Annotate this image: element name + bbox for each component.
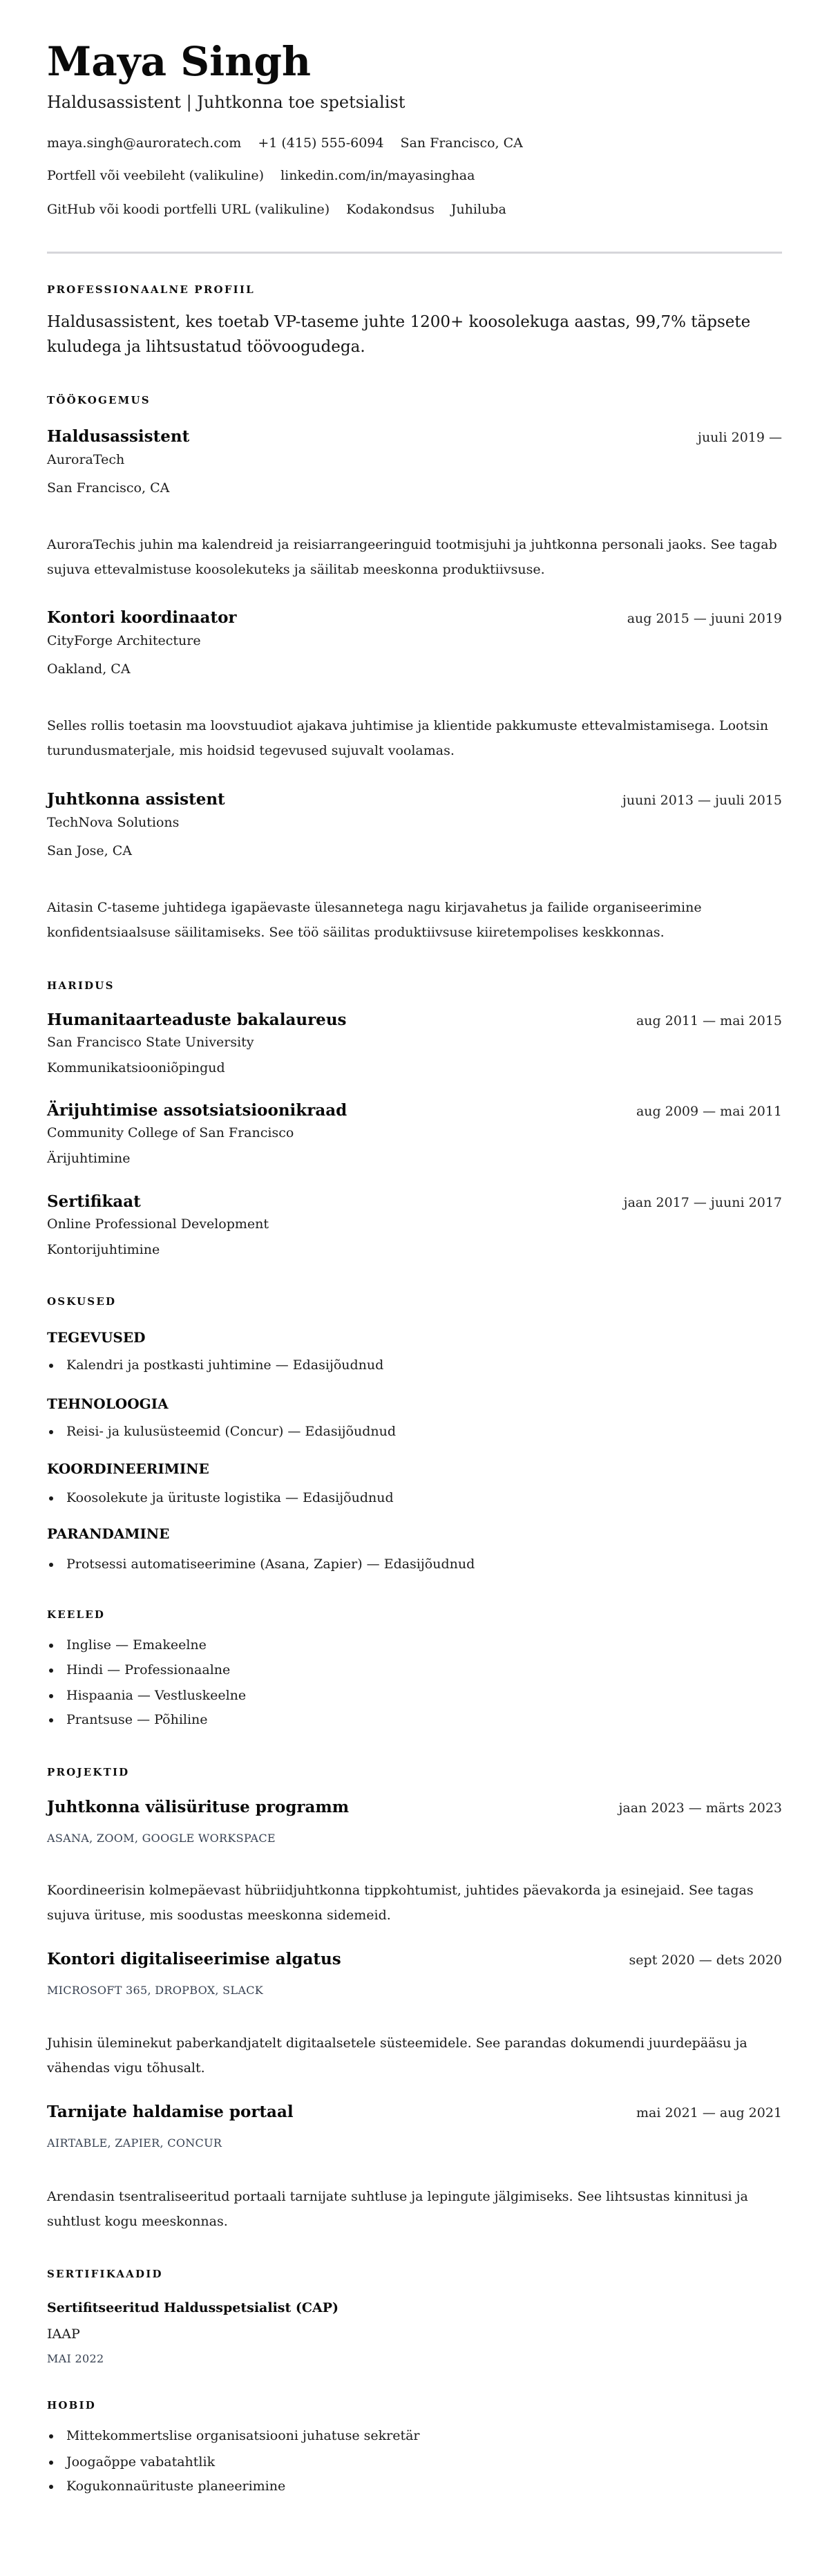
project-item-2-header (47, 1950, 782, 1968)
contact-drivers-license: Juhiluba (450, 202, 506, 217)
profile-summary: Haldusassistent, kes toetab VP-taseme juhte 1200+ koosolekuga aastas, 99,7% täpsete kuludega ja lihtsustatud töövoogudega. (47, 313, 751, 356)
section-title-projects: PROJEKTID (47, 1766, 130, 1778)
contact-row-2 (47, 168, 491, 183)
contact-github[interactable]: GitHub või koodi portfelli URL (valikuline) (47, 202, 330, 217)
section-title-education: HARIDUS (47, 979, 115, 992)
skill-category: TEHNOLOOGIA (47, 1395, 169, 1412)
language-item: Hispaania — Vestluskeelne (47, 1688, 246, 1703)
skill-category: TEGEVUSED (47, 1329, 146, 1346)
job-location: San Jose, CA (47, 843, 133, 858)
certification-name: Sertifitseeritud Haldusspetsialist (CAP) (47, 2300, 339, 2315)
education-item-1-header (47, 1010, 782, 1029)
job-description: AuroraTechis juhin ma kalendreid ja reisiarrangeeringuid tootmisjuhi ja juhtkonna personali jaoks. See tagab sujuva ettevalmistuse koosolekuteks ja säilitab meeskonna produktiivsuse. (47, 537, 777, 577)
language-item: Prantsuse — Põhiline (47, 1712, 208, 1727)
school-name: Community College of San Francisco (47, 1125, 294, 1140)
candidate-name: Maya Singh (47, 38, 312, 85)
degree-dates: aug 2009 — mai 2011 (636, 1104, 782, 1119)
job-company: CityForge Architecture (47, 633, 201, 648)
skill-item: Protsessi automatiseerimine (Asana, Zapier) — Edasijõudnud (47, 1557, 475, 1572)
project-tech: MICROSOFT 365, DROPBOX, SLACK (47, 1984, 264, 1997)
skill-category: PARANDAMINE (47, 1525, 170, 1542)
job-title: Juhtkonna assistent (47, 790, 225, 809)
certification-date: MAI 2022 (47, 2352, 104, 2365)
degree-dates: aug 2011 — mai 2015 (636, 1013, 782, 1028)
skill-item: Reisi- ja kulusüsteemid (Concur) — Edasijõudnud (47, 1424, 396, 1439)
candidate-headline: Haldusassistent | Juhtkonna toe spetsialist (47, 93, 406, 112)
section-title-profile: PROFESSIONAALNE PROFIIL (47, 283, 255, 296)
education-item-3-header (47, 1192, 782, 1211)
certification-issuer: IAAP (47, 2326, 80, 2342)
section-title-certifications: SERTIFIKAADID (47, 2268, 163, 2280)
study-field: Ärijuhtimine (47, 1151, 131, 1166)
contact-email[interactable]: maya.singh@auroratech.com (47, 135, 242, 151)
degree-dates: jaan 2017 — juuni 2017 (623, 1195, 782, 1210)
project-item-3-header (47, 2103, 782, 2121)
degree-title: Humanitaarteaduste bakalaureus (47, 1010, 347, 1029)
project-description: Juhisin üleminekut paberkandjatelt digitaalsetele süsteemidele. See parandas dokumendi juurdepääsu ja vähendas vigu tõhusalt. (47, 2036, 747, 2076)
study-field: Kommunikatsiooniõpingud (47, 1060, 225, 1075)
section-title-experience: TÖÖKOGEMUS (47, 394, 151, 406)
hobby-item: Mittekommertslise organisatsiooni juhatuse sekretär (47, 2428, 420, 2443)
header-divider (47, 252, 782, 254)
job-company: AuroraTech (47, 452, 125, 467)
contact-phone[interactable]: +1 (415) 555-6094 (258, 135, 384, 151)
project-dates: mai 2021 — aug 2021 (636, 2105, 782, 2121)
section-title-hobbies: HOBID (47, 2399, 96, 2412)
skill-item: Kalendri ja postkasti juhtimine — Edasijõudnud (47, 1357, 383, 1373)
job-dates: juuni 2013 — juuli 2015 (622, 793, 782, 808)
experience-item-2-header (47, 608, 782, 627)
section-title-languages: KEELED (47, 1608, 106, 1621)
job-description: Aitasin C-taseme juhtidega igapäevaste ülesannetega nagu kirjavahetus ja failide organiseerimine konfidentsiaalsuse säilitamiseks. See töö säilitas produktiivsuse kiiretempolises keskkonnas. (47, 900, 702, 940)
project-description: Koordineerisin kolmepäevast hübriidjuhtkonna tippkohtumist, juhtides päevakorda ja esinejaid. See tagas sujuva ürituse, mis soodustas meeskonna sidemeid. (47, 1883, 754, 1923)
hobby-item: Joogaõppe vabatahtlik (47, 2454, 215, 2470)
project-dates: sept 2020 — dets 2020 (629, 1953, 782, 1968)
education-item-2-header (47, 1101, 782, 1120)
job-title: Kontori koordinaator (47, 608, 237, 627)
degree-title: Sertifikaat (47, 1192, 141, 1211)
project-tech: ASANA, ZOOM, GOOGLE WORKSPACE (47, 1832, 276, 1845)
project-tech: AIRTABLE, ZAPIER, CONCUR (47, 2136, 222, 2150)
experience-item-1-header (47, 427, 782, 446)
contact-row-3 (47, 202, 523, 217)
job-description: Selles rollis toetasin ma loovstuudiot ajakava juhtimise ja klientide pakkumuste ettevalmistamisega. Lootsin turundusmaterjale, mis hoidsid tegevused sujuvalt voolamas. (47, 718, 769, 758)
skill-item: Koosolekute ja ürituste logistika — Edasijõudnud (47, 1490, 394, 1505)
contact-location: San Francisco, CA (400, 135, 523, 151)
school-name: San Francisco State University (47, 1035, 254, 1050)
job-dates: aug 2015 — juuni 2019 (627, 611, 782, 626)
experience-item-3-header (47, 790, 782, 809)
project-dates: jaan 2023 — märts 2023 (618, 1801, 782, 1816)
school-name: Online Professional Development (47, 1216, 269, 1232)
project-name: Kontori digitaliseerimise algatus (47, 1950, 341, 1968)
hobby-item: Kogukonnaürituste planeerimine (47, 2479, 285, 2494)
skill-category: KOORDINEERIMINE (47, 1460, 209, 1477)
contact-citizenship: Kodakondsus (346, 202, 435, 217)
job-location: Oakland, CA (47, 661, 131, 677)
project-name: Tarnijate haldamise portaal (47, 2103, 294, 2121)
language-item: Hindi — Professionaalne (47, 1662, 230, 1677)
study-field: Kontorijuhtimine (47, 1242, 160, 1257)
contact-row-1 (47, 135, 540, 151)
project-name: Juhtkonna välisürituse programm (47, 1798, 350, 1816)
project-description: Arendasin tsentraliseeritud portaali tarnijate suhtluse ja lepingute jälgimiseks. See lihtsustas kinnitusi ja suhtlust kogu meeskonnas. (47, 2189, 748, 2229)
degree-title: Ärijuhtimise assotsiatsioonikraad (47, 1101, 347, 1120)
project-item-1-header (47, 1798, 782, 1816)
section-title-skills: OSKUSED (47, 1295, 117, 1308)
contact-linkedin[interactable]: linkedin.com/in/mayasinghaa (280, 168, 475, 183)
job-dates: juuli 2019 — (698, 430, 782, 445)
language-item: Inglise — Emakeelne (47, 1637, 207, 1653)
job-title: Haldusassistent (47, 427, 190, 446)
job-company: TechNova Solutions (47, 815, 180, 830)
contact-portfolio[interactable]: Portfell või veebileht (valikuline) (47, 168, 265, 183)
job-location: San Francisco, CA (47, 480, 170, 496)
